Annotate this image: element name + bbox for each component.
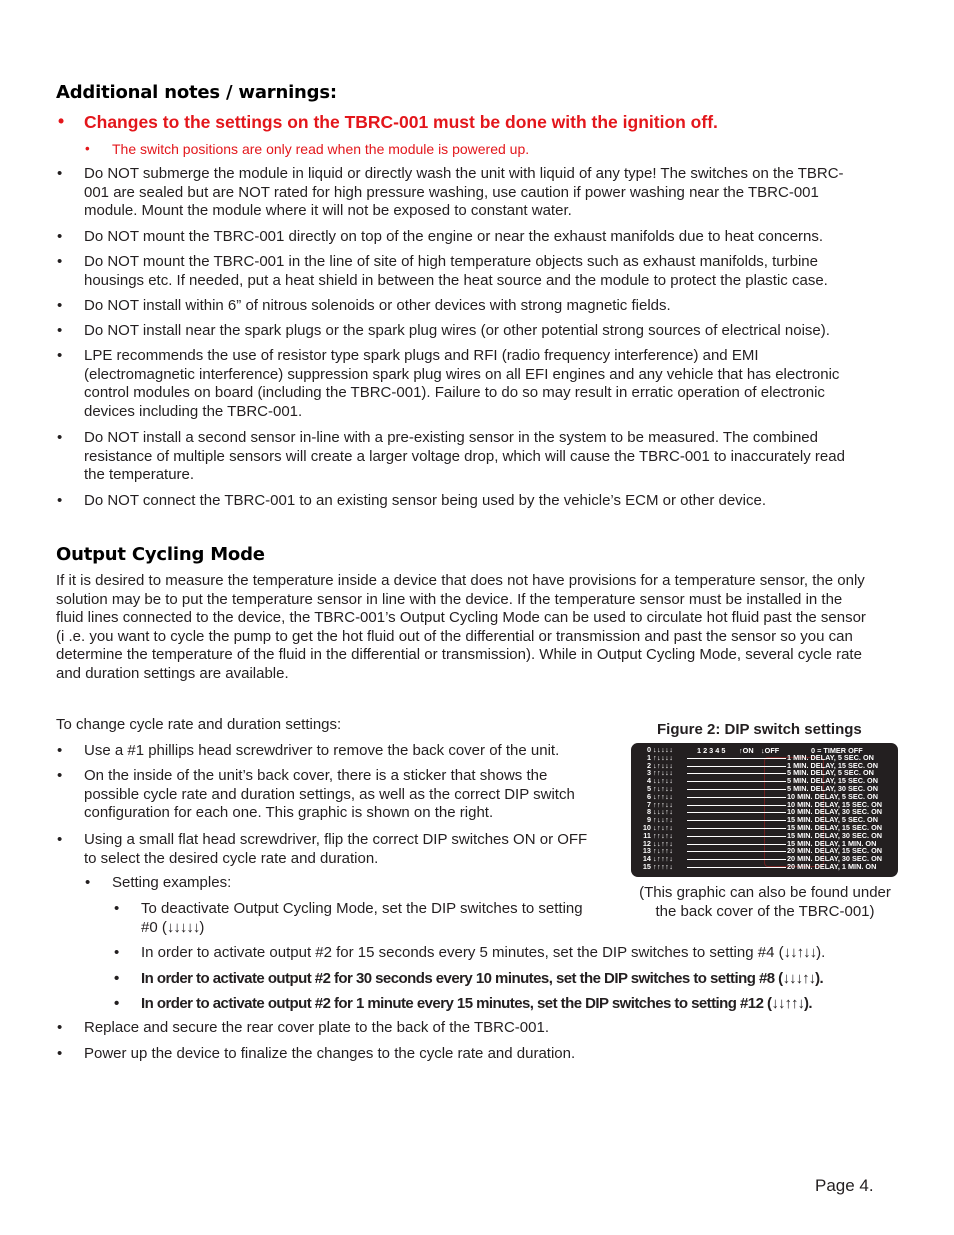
dip-row-label: 1 MIN. DELAY, 5 SEC. ON [787, 752, 874, 762]
dip-row-leader-line [687, 867, 786, 868]
ex3-close: ). [815, 970, 824, 987]
dip-row-switches: ↓↑↑↑↓ [653, 854, 674, 864]
bullet-dot: • [57, 492, 63, 509]
bullet-dot: • [57, 831, 63, 848]
red-sub-text: The switch positions are only read when the module is powered up. [112, 141, 530, 157]
ex2-dip-arrows: ↓↓↑↓↓ [783, 944, 817, 961]
dip-row-switches: ↑↑↓↓↓ [653, 768, 674, 778]
list-item-line: (electromagnetic interference) suppression spark plug wires on all EFI engines and any vehicle that has electronic [84, 365, 840, 383]
dip-row-label: 20 MIN. DELAY, 30 SEC. ON [787, 854, 883, 864]
list-item-line: Using a small flat head screwdriver, flip the correct DIP switches ON or OFF [84, 831, 588, 848]
figure-title: Figure 2: DIP switch settings [657, 721, 862, 738]
bullet-dot: • [57, 228, 63, 245]
bullet-dot: • [57, 165, 63, 182]
list-item-line: control modules on board (including the TBRC-001). Failure to do so may result in erratic operation of electronic [84, 384, 825, 402]
notes-heading: Additional notes / warnings: [56, 82, 337, 103]
dip-row-number: 14 [642, 854, 651, 864]
dip-row-label: 10 MIN. DELAY, 15 SEC. ON [787, 799, 883, 809]
dip-row-label: 5 MIN. DELAY, 5 SEC. ON [787, 768, 874, 778]
ex2-line [141, 944, 825, 961]
list-item-line: Do NOT install within 6” of nitrous solenoids or other devices with strong magnetic fields. [84, 297, 671, 314]
dip-row-leader-line [687, 766, 786, 767]
dip-row-number: 8 [646, 807, 651, 817]
ex1-line1: To deactivate Output Cycling Mode, set the DIP switches to setting [141, 900, 583, 917]
final-bullet-2: • [57, 1045, 63, 1062]
paragraph-line: fluid lines connected to the device, the TBRC-001’s Output Cycling Mode can be used to circulate hot fluid past the sensor [56, 609, 866, 627]
list-item-line: LPE recommends the use of resistor type spark plugs and RFI (radio frequency interference) and EMI [84, 347, 759, 364]
dip-header-switches: 1 2 3 4 5 [697, 746, 726, 755]
dip-row-switches: ↓↓↓↓↓ [653, 745, 674, 754]
final-step-1: Replace and secure the rear cover plate to the back of the TBRC-001. [84, 1019, 549, 1036]
list-item-line: Do NOT connect the TBRC-001 to an existing sensor being used by the vehicle’s ECM or other device. [84, 492, 767, 509]
dip-row-switches: ↑↑↑↓↓ [653, 799, 674, 809]
dip-row-label: 10 MIN. DELAY, 5 SEC. ON [787, 791, 878, 801]
dip-row-switches: ↑↑↓↑↓ [653, 830, 674, 840]
paragraph-line: (i .e. you want to cycle the pump to get the hot fluid out of the differential or transmission and past the sensor so you can [56, 627, 853, 645]
dip-row-leader-line [687, 781, 786, 782]
list-item-line: On the inside of the unit’s back cover, there is a sticker that shows the [84, 767, 548, 784]
figure-caption-line-1: (This graphic can also be found under [639, 884, 891, 901]
dip-row-label: 15 MIN. DELAY, 15 SEC. ON [787, 823, 883, 832]
dip-row-switches: ↑↓↑↓↓ [653, 784, 674, 793]
dip-row-leader-line [687, 797, 786, 798]
bullet-dot: • [57, 742, 63, 759]
list-item-line: resistance of multiple sensors will create a larger voltage drop, which will cause the TBRC-001 to inaccurately read [84, 447, 845, 465]
bullet-dot: • [57, 767, 63, 784]
list-item-line: Do NOT mount the TBRC-001 directly on top of the engine or near the exhaust manifolds due to heat concerns. [84, 228, 824, 245]
ex1-close: ) [199, 919, 205, 936]
ex1-line2 [141, 919, 204, 936]
dip-row-switches: ↓↑↓↑↓ [653, 823, 674, 832]
ex2-bullet: • [114, 944, 120, 961]
list-item-line: configuration for each one. This graphic is shown on the right. [84, 804, 494, 822]
bullet-dot: • [57, 253, 63, 270]
dip-row-leader-line [687, 758, 786, 759]
red-warning-text: Changes to the settings on the TBRC-001 must be done with the ignition off. [84, 112, 718, 132]
dip-row-number: 6 [646, 791, 651, 801]
dip-row-switches: ↓↑↑↓↓ [653, 791, 674, 801]
paragraph-line: determine the temperature of the fluid in the differential or transmission). While in Output Cycling Mode, several cycle rate [56, 646, 862, 664]
dip-row-label: 5 MIN. DELAY, 15 SEC. ON [787, 776, 878, 786]
dip-row-switches: ↓↓↑↑↓ [653, 838, 674, 848]
dip-row-number: 0 [646, 745, 651, 754]
dip-row-label: 5 MIN. DELAY, 30 SEC. ON [787, 784, 878, 793]
list-item-line: Do NOT mount the TBRC-001 in the line of site of high temperature objects such as exhaust manifolds, turbine [84, 253, 818, 270]
list-item-line: the temperature. [84, 466, 195, 484]
dip-header-on: ↑ON [739, 746, 754, 755]
dip-row-number: 12 [642, 838, 651, 848]
dip-row-label: 1 MIN. DELAY, 15 SEC. ON [787, 760, 878, 770]
dip-header-off: ↓OFF [761, 746, 780, 755]
dip-row-leader-line [687, 789, 786, 790]
paragraph-line: solution may be to put the temperature sensor in line with the device. If the temperature sensor must be installed in the [56, 590, 843, 608]
dip-row-leader-line [687, 836, 786, 837]
final-bullet-1: • [57, 1019, 63, 1036]
examples-label: Setting examples: [112, 874, 232, 891]
dip-row-switches: ↑↑↑↑↓ [653, 862, 674, 871]
dip-row-leader-line [687, 844, 786, 845]
list-item-line: Use a #1 phillips head screwdriver to remove the back cover of the unit. [84, 742, 560, 759]
dip-row-label: 15 MIN. DELAY, 5 SEC. ON [787, 815, 878, 825]
dip-row-number: 15 [642, 862, 651, 871]
ex4-text: In order to activate output #2 for 1 minute every 15 minutes, set the DIP switches to setting #12 ( [141, 995, 772, 1012]
list-item-line: module. Mount the module where it will not be exposed to constant water. [84, 202, 572, 220]
dip-row [631, 863, 898, 871]
dip-row-number: 3 [646, 768, 651, 778]
dip-row-leader-line [687, 773, 786, 774]
dip-row-number: 9 [646, 815, 651, 825]
dip-row-number: 10 [642, 823, 651, 832]
paragraph-line: and duration settings are available. [56, 665, 289, 682]
ex3-line [141, 970, 823, 987]
list-item-line: 001 are sealed but are NOT rated for high pressure washing, use caution if power washing near the TBRC-001 [84, 183, 819, 201]
bullet-dot: • [57, 429, 63, 446]
red-sub-bullet: • [85, 141, 90, 156]
dip-row-switches: ↓↓↑↓↓ [653, 776, 674, 786]
dip-row-leader-line [687, 828, 786, 829]
dip-row-label: 20 MIN. DELAY, 15 SEC. ON [787, 846, 883, 856]
dip-row-label: 15 MIN. DELAY, 30 SEC. ON [787, 830, 883, 840]
dip-row-label: 20 MIN. DELAY, 1 MIN. ON [787, 862, 877, 871]
ex4-line [141, 995, 812, 1012]
bullet-dot: • [57, 322, 63, 339]
ex3-bullet: • [114, 970, 120, 987]
cycling-intro: To change cycle rate and duration settings: [56, 716, 342, 733]
ex3-dip-arrows: ↓↓↓↑↓ [782, 970, 816, 987]
list-item-line: Do NOT install a second sensor in-line with a pre-existing sensor in the system to be measured. The combined [84, 429, 818, 446]
dip-row-switches: ↑↓↑↑↓ [653, 846, 674, 856]
list-item-line: housings etc. If needed, put a heat shield in between the heat source and the module to protect the plastic case. [84, 271, 828, 289]
cycling-heading: Output Cycling Mode [56, 544, 265, 565]
bullet-dot: • [57, 297, 63, 314]
dip-switch-panel [631, 743, 898, 877]
list-item-line: Do NOT install near the spark plugs or the spark plug wires (or other potential strong sources of electrical noise). [84, 322, 830, 339]
dip-row-switches: ↑↓↓↑↓ [653, 815, 674, 825]
figure-caption [620, 883, 910, 921]
dip-row-leader-line [687, 820, 786, 821]
red-warning-bullet: • [58, 111, 65, 131]
dip-row-leader-line [687, 859, 786, 860]
page-number: Page 4. [815, 1176, 874, 1195]
dip-row-switches: ↓↓↓↑↓ [653, 807, 674, 817]
list-item-line: to select the desired cycle rate and duration. [84, 849, 379, 867]
figure-caption-line-2: the back cover of the TBRC-001) [655, 903, 875, 920]
dip-row-leader-line [687, 805, 786, 806]
dip-row-number: 1 [646, 752, 651, 762]
dip-row-number: 4 [646, 776, 651, 786]
final-step-2: Power up the device to finalize the changes to the cycle rate and duration. [84, 1045, 576, 1062]
dip-row-label: 10 MIN. DELAY, 30 SEC. ON [787, 807, 883, 817]
ex4-dip-arrows: ↓↓↑↑↓ [771, 995, 804, 1012]
dip-row-number: 5 [646, 784, 651, 793]
paragraph-line: If it is desired to measure the temperature inside a device that does not have provisions for a temperature sensor, the only [56, 572, 865, 589]
dip-row-leader-line [687, 812, 786, 813]
ex2-text: In order to activate output #2 for 15 seconds every 5 minutes, set the DIP switches to setting #4 ( [141, 944, 784, 961]
ex2-close: ). [816, 944, 826, 961]
dip-row-leader-line [687, 851, 786, 852]
ex1-text: #0 ( [141, 919, 167, 936]
dip-row-number: 7 [646, 799, 651, 809]
ex1-dip-arrows: ↓↓↓↓↓ [166, 919, 200, 936]
ex4-bullet: • [114, 995, 120, 1012]
list-item-line: Do NOT submerge the module in liquid or directly wash the unit with liquid of any type! The switches on the TBRC- [84, 165, 844, 182]
dip-row-label: 15 MIN. DELAY, 1 MIN. ON [787, 838, 877, 848]
dip-row-number: 11 [643, 830, 651, 840]
ex4-close: ). [803, 995, 813, 1012]
ex3-text: In order to activate output #2 for 30 seconds every 10 minutes, set the DIP switches to setting #8 ( [141, 970, 783, 987]
examples-bullet: • [85, 874, 91, 891]
ex1-bullet: • [114, 900, 120, 917]
dip-row-switches: ↓↑↓↓↓ [653, 760, 674, 770]
dip-row-number: 2 [646, 760, 651, 770]
dip-row-number: 13 [642, 846, 651, 856]
bullet-dot: • [57, 347, 63, 364]
dip-header-timer: 0 = TIMER OFF [811, 746, 863, 755]
list-item-line: possible cycle rate and duration settings, as well as the correct DIP switch [84, 785, 575, 803]
list-item-line: devices including the TBRC-001. [84, 402, 303, 420]
dip-row-switches: ↑↓↓↓↓ [653, 752, 674, 762]
